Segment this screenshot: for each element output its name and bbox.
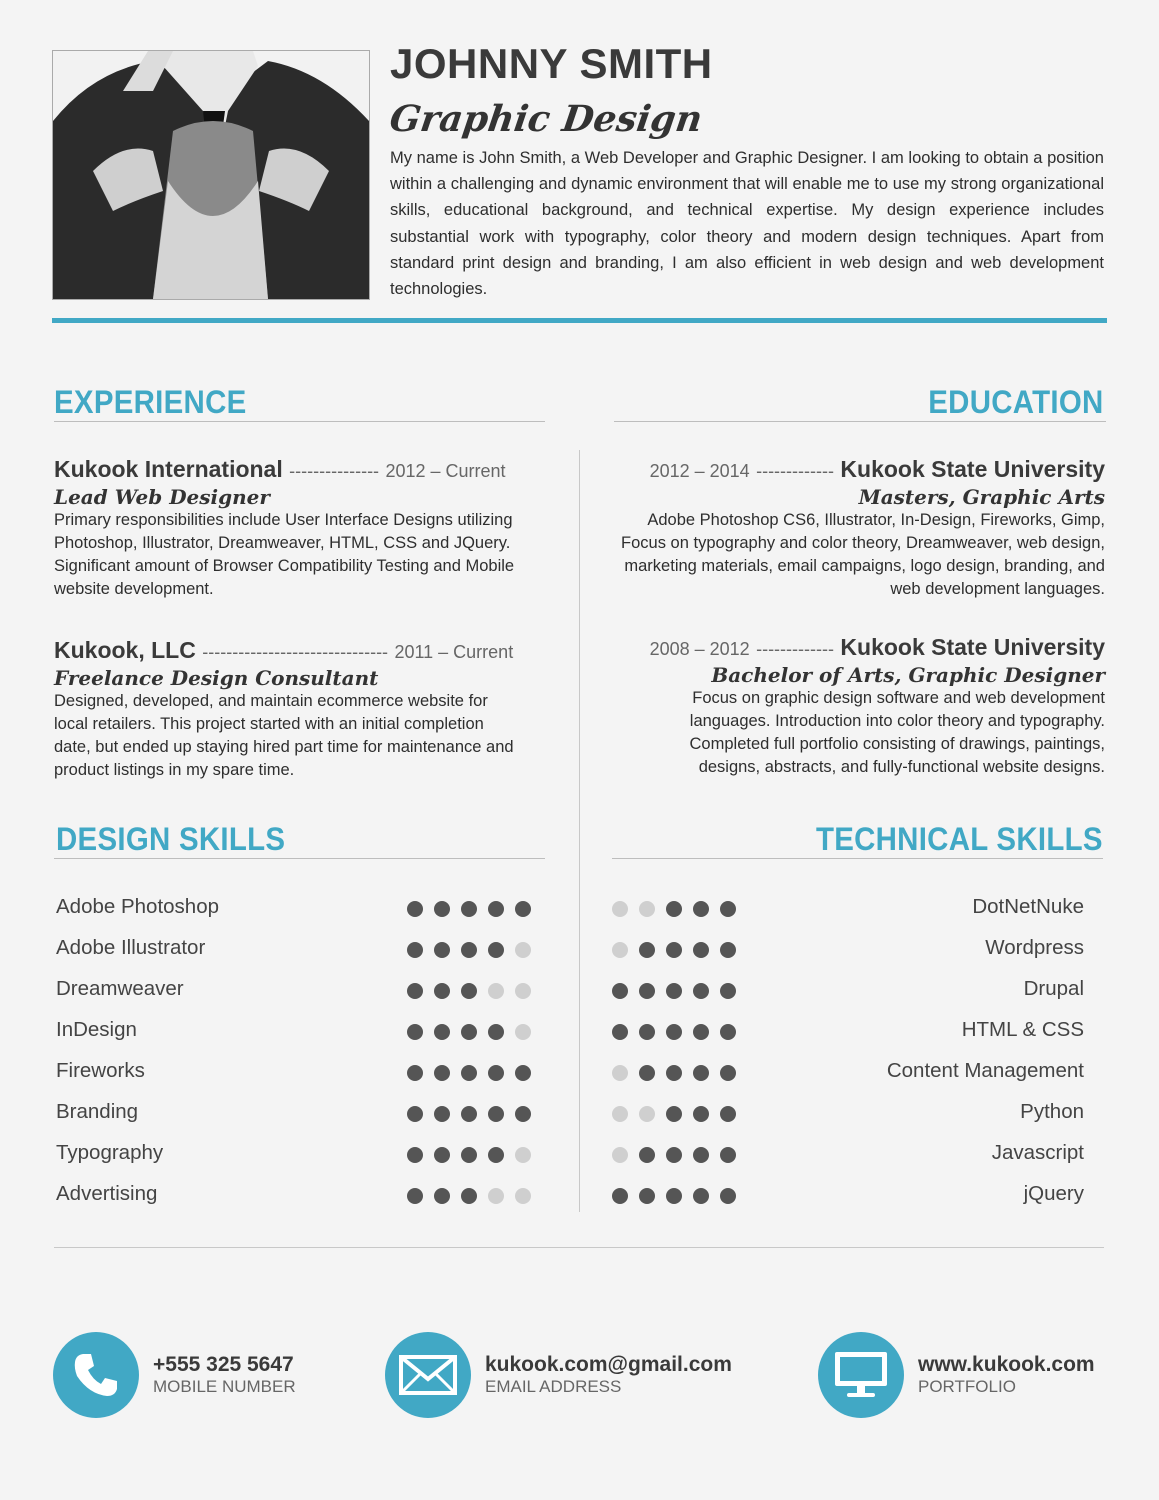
- skill-name: Python: [1020, 1100, 1084, 1123]
- rating-dot-filled: [515, 1065, 531, 1081]
- rating-dot-filled: [407, 1106, 423, 1122]
- rating-dot-filled: [693, 1147, 709, 1163]
- rating-dot-empty: [612, 1065, 628, 1081]
- email-label: EMAIL ADDRESS: [485, 1377, 622, 1396]
- skill-name: Adobe Illustrator: [56, 936, 206, 959]
- rating-dot-filled: [407, 1147, 423, 1163]
- rating-dot-filled: [666, 901, 682, 917]
- education-item: [605, 456, 1105, 601]
- envelope-icon: [385, 1332, 471, 1418]
- rating-dot-filled: [461, 1106, 477, 1122]
- rating-dot-filled: [612, 1024, 628, 1040]
- candidate-role: Graphic Design: [387, 98, 705, 140]
- education-heading: EDUCATION: [928, 384, 1104, 420]
- rating-dot-empty: [515, 1188, 531, 1204]
- footer-divider: [54, 1247, 1104, 1248]
- rating-dot-filled: [488, 1024, 504, 1040]
- rating-dot-filled: [720, 1106, 736, 1122]
- rating-dot-filled: [666, 1106, 682, 1122]
- rating-dot-filled: [434, 942, 450, 958]
- job-title: Lead Web Designer: [54, 485, 270, 509]
- rating-dot-filled: [639, 1188, 655, 1204]
- rating-dot-filled: [720, 1024, 736, 1040]
- skill-name: Typography: [56, 1141, 164, 1164]
- school-name: Kukook State University: [840, 634, 1105, 660]
- skill-rating: [612, 1188, 736, 1204]
- rating-dot-empty: [612, 1106, 628, 1122]
- skill-name: DotNetNuke: [972, 895, 1084, 918]
- study-description: Adobe Photoshop CS6, Illustrator, In-Design, Fireworks, Gimp, Focus on typography and color theory, Dreamweaver, web design, marketing materials, email campaigns, logo design, branding, and web development languages.: [621, 511, 1105, 598]
- skill-rating: [612, 901, 736, 917]
- skill-name: Adobe Photoshop: [56, 895, 219, 918]
- study-dates: 2012 – 2014: [649, 461, 750, 481]
- rating-dot-filled: [666, 1024, 682, 1040]
- rating-dot-empty: [488, 1188, 504, 1204]
- experience-item: [54, 637, 550, 782]
- education-item: [605, 634, 1105, 779]
- degree-title: Masters, Graphic Arts: [858, 485, 1105, 509]
- rating-dot-filled: [720, 942, 736, 958]
- rating-dot-empty: [612, 1147, 628, 1163]
- education-title-row: [605, 634, 1105, 661]
- monitor-icon: [818, 1332, 904, 1418]
- job-description: Designed, developed, and maintain ecommerce website for local retailers. This project started with an initial completion date, but ended up staying hired part time for maintenance and product listings in my spare time.: [54, 692, 514, 779]
- candidate-name: JOHNNY SMITH: [390, 40, 713, 87]
- rating-dot-filled: [639, 942, 655, 958]
- rating-dot-filled: [461, 901, 477, 917]
- rating-dot-empty: [515, 983, 531, 999]
- rating-dot-filled: [693, 1106, 709, 1122]
- rating-dot-filled: [693, 1024, 709, 1040]
- experience-underline: [54, 421, 545, 422]
- skill-name: Fireworks: [56, 1059, 145, 1082]
- rating-dot-empty: [612, 901, 628, 917]
- skill-rating: [612, 1106, 736, 1122]
- rating-dot-filled: [488, 1147, 504, 1163]
- dashes: -------------: [756, 639, 835, 659]
- rating-dot-filled: [461, 983, 477, 999]
- portfolio-url[interactable]: www.kukook.com: [918, 1353, 1095, 1376]
- rating-dot-filled: [407, 1024, 423, 1040]
- rating-dot-empty: [639, 901, 655, 917]
- job-dates: 2011 – Current: [394, 642, 514, 662]
- dashes: -------------: [756, 461, 835, 481]
- design-skills-underline: [54, 858, 545, 859]
- rating-dot-filled: [693, 942, 709, 958]
- rating-dot-empty: [515, 1147, 531, 1163]
- company-name: Kukook, LLC: [54, 637, 196, 663]
- rating-dot-filled: [639, 983, 655, 999]
- rating-dot-filled: [612, 1188, 628, 1204]
- rating-dot-filled: [407, 942, 423, 958]
- contact-email: [385, 1332, 732, 1418]
- school-name: Kukook State University: [840, 456, 1105, 482]
- rating-dot-filled: [666, 1188, 682, 1204]
- header-divider: [52, 318, 1107, 323]
- profile-photo: [52, 50, 370, 300]
- rating-dot-filled: [434, 1147, 450, 1163]
- job-dates: 2012 – Current: [385, 461, 506, 481]
- rating-dot-filled: [488, 942, 504, 958]
- skill-rating: [407, 983, 531, 999]
- skill-rating: [407, 942, 531, 958]
- rating-dot-filled: [461, 1188, 477, 1204]
- rating-dot-filled: [434, 1188, 450, 1204]
- skill-rating: [612, 983, 736, 999]
- rating-dot-empty: [639, 1106, 655, 1122]
- rating-dot-filled: [488, 1106, 504, 1122]
- rating-dot-filled: [639, 1147, 655, 1163]
- rating-dot-filled: [720, 983, 736, 999]
- skill-name: jQuery: [1023, 1182, 1084, 1205]
- skill-rating: [612, 1024, 736, 1040]
- rating-dot-filled: [434, 1024, 450, 1040]
- experience-item: [54, 456, 546, 601]
- rating-dot-filled: [666, 1065, 682, 1081]
- rating-dot-filled: [434, 901, 450, 917]
- skill-rating: [612, 1147, 736, 1163]
- portfolio-label: PORTFOLIO: [918, 1377, 1016, 1396]
- column-divider: [579, 450, 580, 1212]
- education-underline: [614, 421, 1106, 422]
- experience-title-row: [54, 456, 546, 483]
- rating-dot-filled: [461, 942, 477, 958]
- rating-dot-filled: [407, 983, 423, 999]
- company-name: Kukook International: [54, 456, 283, 482]
- rating-dot-filled: [434, 1106, 450, 1122]
- rating-dot-filled: [434, 983, 450, 999]
- rating-dot-filled: [693, 1188, 709, 1204]
- rating-dot-filled: [720, 901, 736, 917]
- skill-name: Wordpress: [985, 936, 1084, 959]
- email-address[interactable]: kukook.com@gmail.com: [485, 1353, 732, 1376]
- skill-name: HTML & CSS: [961, 1018, 1084, 1041]
- skill-name: Branding: [56, 1100, 139, 1123]
- experience-title-row: [54, 637, 550, 664]
- rating-dot-filled: [407, 1188, 423, 1204]
- rating-dot-filled: [407, 1065, 423, 1081]
- dashes: -------------------------------: [202, 642, 389, 662]
- skill-rating: [612, 942, 736, 958]
- rating-dot-empty: [612, 942, 628, 958]
- rating-dot-filled: [461, 1024, 477, 1040]
- study-dates: 2008 – 2012: [649, 639, 750, 659]
- rating-dot-filled: [720, 1147, 736, 1163]
- skill-rating: [407, 1106, 531, 1122]
- contact-portfolio: [818, 1332, 1095, 1418]
- phone-number[interactable]: +555 325 5647: [153, 1353, 294, 1376]
- skill-rating: [407, 1065, 531, 1081]
- skill-rating: [407, 1188, 531, 1204]
- technical-skills-underline: [612, 858, 1103, 859]
- skill-name: InDesign: [56, 1018, 137, 1041]
- rating-dot-filled: [488, 901, 504, 917]
- rating-dot-filled: [639, 1024, 655, 1040]
- rating-dot-filled: [461, 1065, 477, 1081]
- rating-dot-filled: [407, 901, 423, 917]
- rating-dot-filled: [693, 1065, 709, 1081]
- study-description: Focus on graphic design software and web development languages. Introduction into color theory and typography. Completed full portfolio consisting of drawings, paintings, designs, abstracts, and fully-functional website designs.: [689, 689, 1105, 776]
- experience-heading: EXPERIENCE: [54, 384, 247, 420]
- rating-dot-filled: [720, 1065, 736, 1081]
- education-title-row: [605, 456, 1105, 483]
- phone-label: MOBILE NUMBER: [153, 1377, 296, 1396]
- skill-rating: [407, 901, 531, 917]
- rating-dot-empty: [515, 1024, 531, 1040]
- rating-dot-empty: [515, 942, 531, 958]
- rating-dot-filled: [515, 1106, 531, 1122]
- rating-dot-filled: [639, 1065, 655, 1081]
- rating-dot-filled: [666, 1147, 682, 1163]
- skill-rating: [407, 1024, 531, 1040]
- skill-name: Dreamweaver: [56, 977, 184, 1000]
- skill-name: Javascript: [991, 1141, 1084, 1164]
- rating-dot-filled: [461, 1147, 477, 1163]
- rating-dot-filled: [720, 1188, 736, 1204]
- technical-skills-heading: TECHNICAL SKILLS: [816, 821, 1103, 857]
- skill-rating: [612, 1065, 736, 1081]
- rating-dot-filled: [666, 983, 682, 999]
- rating-dot-filled: [666, 942, 682, 958]
- rating-dot-filled: [515, 901, 531, 917]
- rating-dot-empty: [488, 983, 504, 999]
- skill-rating: [407, 1147, 531, 1163]
- rating-dot-filled: [434, 1065, 450, 1081]
- contact-phone: [53, 1332, 296, 1418]
- degree-title: Bachelor of Arts, Graphic Designer: [711, 663, 1105, 687]
- job-description: Primary responsibilities include User Interface Designs utilizing Photoshop, Illustrator, Dreamweaver, HTML, CSS and JQuery. Significant amount of Browser Compatibility Testing and Mobile website development.: [54, 511, 515, 598]
- intro-paragraph: My name is John Smith, a Web Developer and Graphic Designer. I am looking to obtain a position within a challenging and dynamic environment that will enable me to use my strong organizational skills, educational background, and technical expertise. My design experience includes substantial work with typography, color theory and modern design techniques. Apart from standard print design and branding, I am also efficient in web design and web development technologies.: [390, 149, 1104, 299]
- design-skills-heading: DESIGN SKILLS: [56, 821, 286, 857]
- rating-dot-filled: [488, 1065, 504, 1081]
- skill-name: Drupal: [1023, 977, 1084, 1000]
- skill-name: Advertising: [56, 1182, 158, 1205]
- rating-dot-filled: [693, 901, 709, 917]
- job-title: Freelance Design Consultant: [54, 666, 379, 690]
- skill-name: Content Management: [886, 1059, 1084, 1082]
- phone-icon: [53, 1332, 139, 1418]
- rating-dot-filled: [693, 983, 709, 999]
- dashes: ---------------: [289, 461, 380, 481]
- rating-dot-filled: [612, 983, 628, 999]
